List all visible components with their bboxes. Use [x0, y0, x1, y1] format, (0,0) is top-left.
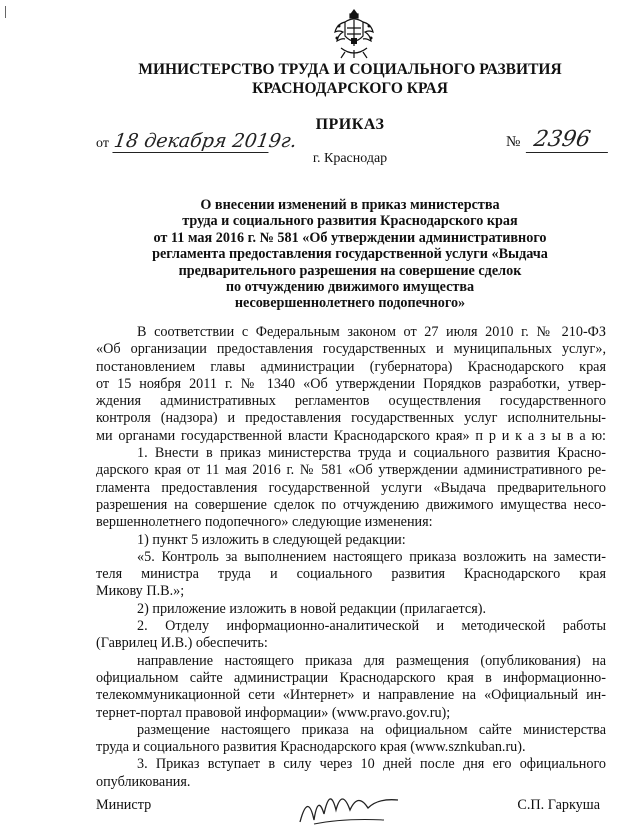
body-line: Микову П.В.»;: [96, 583, 185, 600]
body-line: тернет-портал правовой информации» (www.pravo.gov.ru);: [96, 704, 451, 721]
order-title: ПРИКАЗ: [315, 116, 385, 133]
body-line: разрешения на совершение сделок по отчуждению движимого имущества несо-: [96, 496, 606, 513]
body-line: контроля (надзора) и предоставления государственных услуг исполнительны-: [96, 410, 606, 427]
body-line: ми органами государственной власти Краснодарского края» п р и к а з ы в а ю:: [96, 427, 606, 444]
body-line: телекоммуникационной сети «Интернет» и направление на «Официальный ин-: [96, 687, 606, 704]
signer-name: С.П. Гаркуша: [517, 797, 600, 813]
body-line: «Об организации предоставления государственных и муниципальных услуг»,: [96, 341, 606, 358]
body-line: направление настоящего приказа для размещения (опубликования) на: [137, 652, 606, 669]
body-line: постановлением главы администрации (губернатора) Краснодарского края: [96, 358, 606, 375]
signer-title: Министр: [96, 797, 152, 813]
order-heading: [60, 197, 640, 312]
body-line: от 15 ноября 2011 г. № 1340 «Об утверждении Порядков разработки, утвер-: [96, 375, 606, 392]
body-line: 1. Внести в приказ министерства труда и социального развития Красно-: [137, 445, 606, 462]
city: г. Краснодар: [312, 151, 388, 166]
body-line: 1) пункт 5 изложить в следующей редакции:: [137, 531, 406, 548]
body-line: опубликования.: [96, 773, 191, 790]
heading-line: по отчуждению движимого имущества: [225, 279, 475, 296]
heading-line: несовершеннолетнего подопечного»: [234, 295, 466, 312]
body-line: 3. Приказ вступает в силу через 10 дней после дня его официального: [137, 756, 606, 773]
heading-line: труда и социального развития Краснодарского края: [182, 213, 518, 230]
handwritten-number: 2396: [526, 128, 612, 153]
body-line: 2) приложение изложить в новой редакции (прилагается).: [137, 600, 486, 617]
body-line: теля министра труда и социального развития Краснодарского края: [96, 566, 606, 583]
body-line: дарского края от 11 мая 2016 г. № 581 «Об утверждении административного ре-: [96, 462, 606, 479]
body-line: (Гаврилец И.В.) обеспечить:: [96, 635, 268, 652]
body-line: ждения административных регламентов осуществления государственного: [96, 393, 606, 410]
body-line: вершеннолетнего подопечного» следующие изменения:: [96, 514, 433, 531]
heading-line: предварительного разрешения на совершение сделок: [178, 262, 522, 279]
body-line: размещение настоящего приказа на официальном сайте министерства: [137, 721, 606, 738]
handwritten-signature: [294, 778, 404, 828]
heading-line: О внесении изменений в приказ министерства: [200, 197, 500, 213]
body-line: официальном сайте администрации Краснодарского края в информационно-: [96, 669, 606, 686]
heading-line: регламента предоставления государственной услуги «Выдача: [152, 246, 548, 263]
date-label: от: [96, 136, 109, 151]
ministry-name: [60, 60, 640, 98]
body-line: «5. Контроль за выполнением настоящего приказа возложить на замести-: [137, 548, 606, 565]
ministry-name-line: КРАСНОДАРСКОГО КРАЯ: [252, 80, 448, 97]
handwritten-date: 18 декабря 2019г.: [112, 130, 299, 152]
heading-line: от 11 мая 2016 г. № 581 «Об утверждении административного: [153, 229, 547, 246]
number-label: №: [506, 134, 521, 150]
ministry-name-line: МИНИСТЕРСТВО ТРУДА И СОЦИАЛЬНОГО РАЗВИТИЯ: [138, 61, 562, 78]
body-line: В соответствии с Федеральным законом от 27 июля 2010 г. № 210-ФЗ: [137, 324, 606, 340]
order-body: [96, 324, 606, 791]
coat-of-arms-icon: [331, 8, 377, 60]
body-line: гламента предоставления государственной услуги «Выдача предварительного: [96, 479, 606, 496]
body-line: 2. Отделу информационно-аналитической и методической работы: [137, 618, 606, 635]
body-line: труда и социального развития Краснодарского края (www.sznkuban.ru).: [96, 739, 526, 756]
margin-mark: [5, 6, 6, 18]
